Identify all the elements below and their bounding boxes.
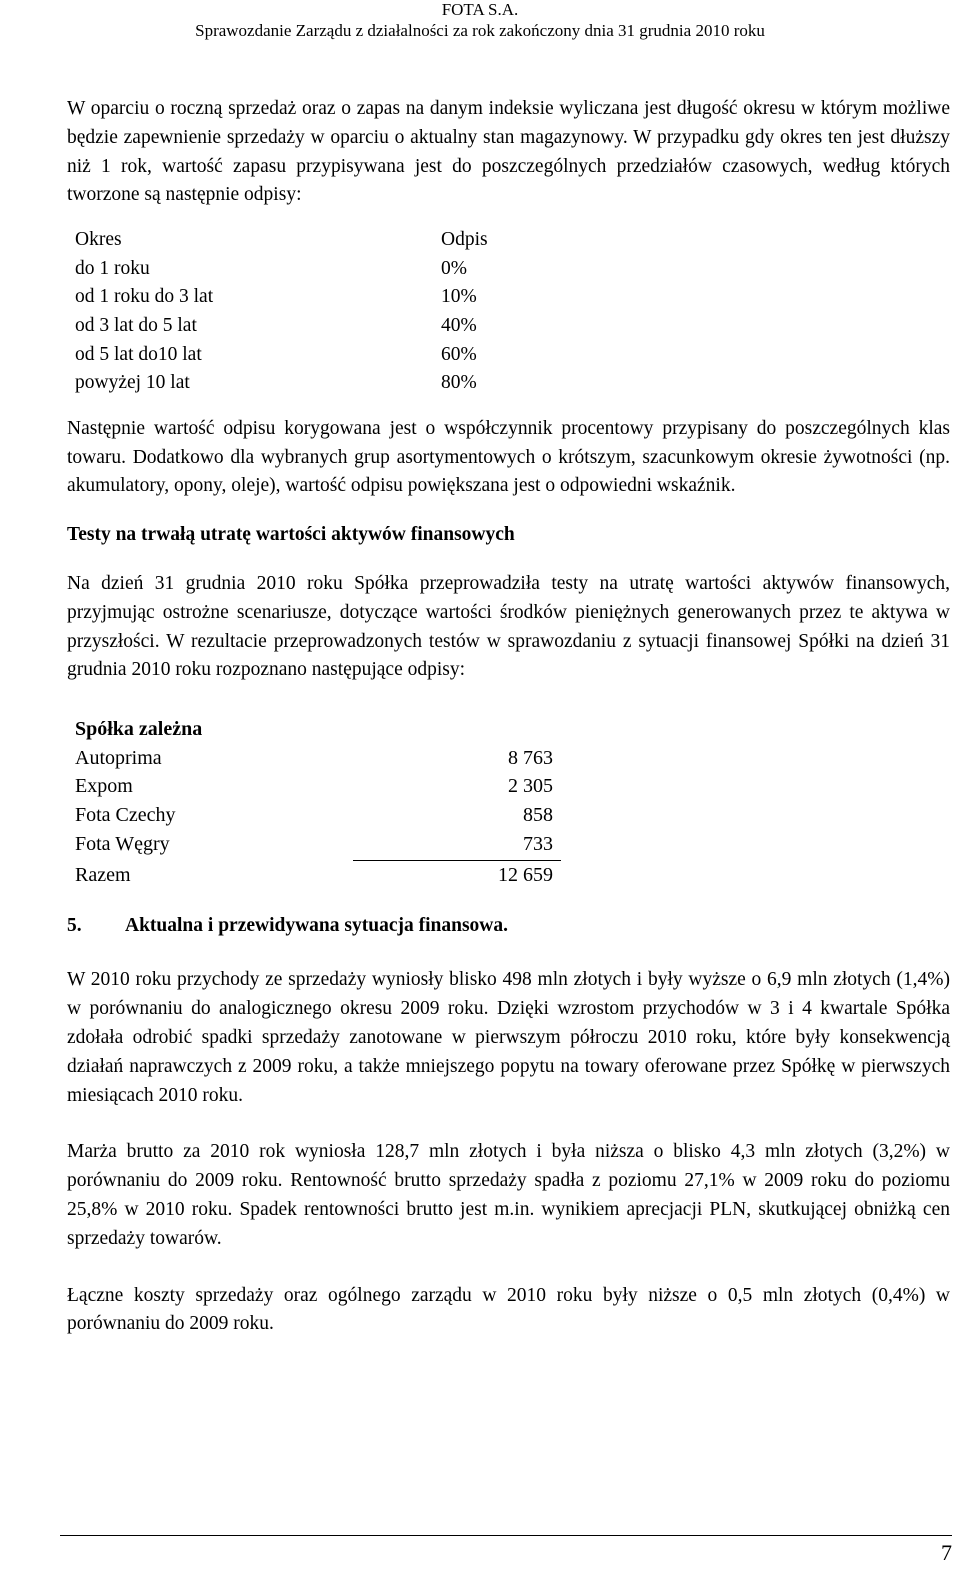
paragraph-revenue: W 2010 roku przychody ze sprzedaży wyniosły blisko 498 mln złotych i były wyższe o 6,9 mln złotych (1,4%) w porównaniu do analogicznego okresu 2009 roku. Dzięki wzrostom przychodów w 3 i 4 kwartale Spółka zdołała odrobić spadki sprzedaży zanotowane w pierwszym półroczu 2010 roku, które były konsekwencją działań naprawczych z 2009 roku, a także mniejszego popytu na towary oferowane przez Spółkę w pierwszych miesiącach 2010 roku. <box>67 969 950 1106</box>
table-row <box>75 801 553 830</box>
subsidiary-write-off-table <box>75 715 553 890</box>
paragraph-gross-margin: Marża brutto za 2010 rok wyniosła 128,7 mln złotych i była niższa o blisko 4,3 mln złotych (3,2%) w porównaniu do 2009 roku. Rentowność brutto sprzedaży spadła z poziomu 27,1% w 2009 roku do poziomu 25,8% w 2010 roku. Spadek rentowności brutto jest m.in. wynikiem aprecjacji PLN, skutkującej obniżką cen sprzedaży towarów. <box>67 1141 950 1249</box>
subsidiary-table-title-text: Spółka zależna <box>75 718 203 741</box>
paragraph-correction-factor: Następnie wartość odpisu korygowana jest o współczynnik procentowy przypisany do poszczególnych klas towaru. Dodatkowo dla wybranych grup asortymentowych o krótszym, szacunkowym okresie żywotności (np. akumulatory, opony, oleje), wartość odpisu powiększana jest o odpowiedni wskaźnik. <box>67 417 950 497</box>
table-row <box>75 312 950 341</box>
table-row <box>75 830 553 859</box>
table-row <box>75 369 950 398</box>
period-cell: od 1 roku do 3 lat <box>75 286 214 308</box>
write-off-table-header <box>75 226 950 255</box>
document-body <box>67 95 950 1339</box>
paragraph-impairment-tests: Na dzień 31 grudnia 2010 roku Spółka przeprowadziła testy na utratę wartości aktywów finansowych, przyjmując ostrożne scenariusze, dotyczące wartości środków pieniężnych generowanych przez te aktywa w przyszłości. W rezultacie przeprowadzonych testów w sprawozdaniu z sytuacji finansowej Spółki na dzień 31 grudnia 2010 roku rozpoznano następujące odpisy: <box>67 572 950 681</box>
page-header <box>0 0 960 42</box>
section-number: 5. <box>67 914 82 936</box>
period-cell: powyżej 10 lat <box>75 372 190 394</box>
total-row <box>75 861 553 890</box>
company-cell: Fota Czechy <box>75 803 176 826</box>
paragraph-costs: Łączne koszty sprzedaży oraz ogólnego zarządu w 2010 roku były niższe o 0,5 mln złotych (0,4%) w porównaniu do 2009 roku. <box>67 1284 950 1335</box>
amount-cell: 8 763 <box>508 746 553 769</box>
amount-cell: 2 305 <box>508 775 553 798</box>
report-title: Sprawozdanie Zarządu z działalności za rok zakończony dnia 31 grudnia 2010 roku <box>195 21 765 40</box>
heading-asset-impairment-tests: Testy na trwałą utratę wartości aktywów finansowych <box>67 524 515 546</box>
write-off-table <box>75 226 950 398</box>
section-heading-financial-situation <box>67 912 950 941</box>
write-off-cell: 40% <box>441 314 477 336</box>
write-off-cell: 60% <box>441 343 477 365</box>
section-title: Aktualna i przewidywana sytuacja finansowa. <box>125 914 509 936</box>
column-header-period: Okres <box>75 229 122 251</box>
paragraph-inventory-method: W oparciu o roczną sprzedaż oraz o zapas na danym indeksie wyliczana jest długość okresu w którym możliwe będzie zapewnienie sprzedaży w oparciu o aktualny stan magazynowy. W przypadku gdy okres ten jest dłuższy niż 1 rok, wartość zapasu przypisywana jest do poszczególnych przedziałów czasowych, według których tworzone są następnie odpisy: <box>67 98 950 206</box>
page-number: 7 <box>941 1540 952 1565</box>
period-cell: do 1 roku <box>75 257 150 279</box>
column-header-write-off: Odpis <box>441 229 488 251</box>
company-cell: Fota Węgry <box>75 832 170 855</box>
total-amount: 12 659 <box>498 864 553 887</box>
table-row <box>75 341 950 370</box>
table-row <box>75 744 553 773</box>
write-off-cell: 0% <box>441 257 467 279</box>
period-cell: od 3 lat do 5 lat <box>75 314 197 336</box>
company-cell: Expom <box>75 775 133 798</box>
write-off-cell: 10% <box>441 286 477 308</box>
total-label: Razem <box>75 864 131 887</box>
company-name: FOTA S.A. <box>441 0 519 19</box>
footer-divider <box>60 1535 952 1536</box>
period-cell: od 5 lat do10 lat <box>75 343 202 365</box>
table-row <box>75 283 950 312</box>
subsidiary-table-title <box>75 715 553 744</box>
amount-cell: 733 <box>523 832 553 855</box>
amount-cell: 858 <box>523 803 553 826</box>
table-row <box>75 255 950 284</box>
write-off-cell: 80% <box>441 372 477 394</box>
table-row <box>75 772 553 801</box>
company-cell: Autoprima <box>75 746 162 769</box>
